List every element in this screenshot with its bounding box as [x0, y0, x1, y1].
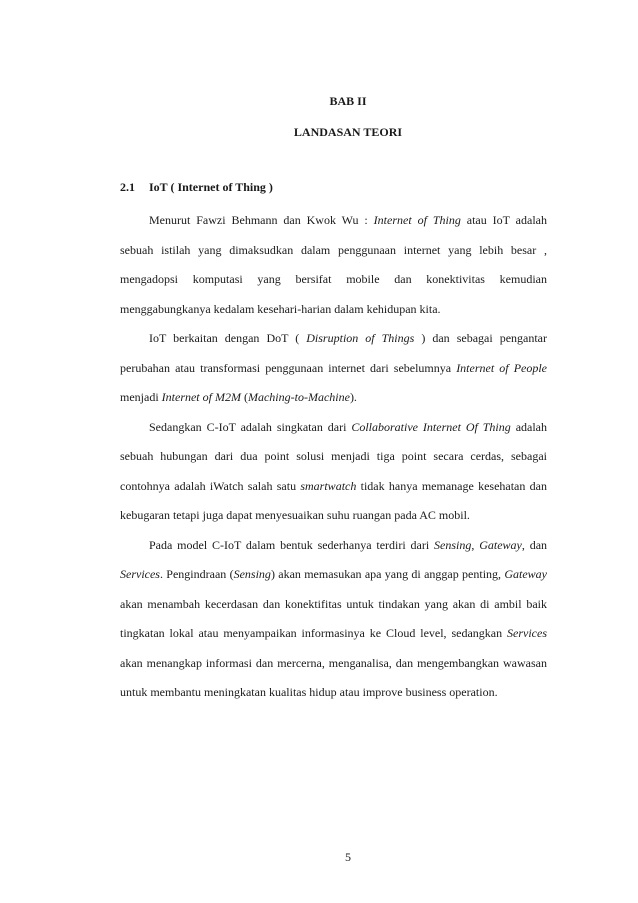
p2-text-1: IoT berkaitan dengan DoT ( [149, 331, 307, 345]
chapter-title: LANDASAN TEORI [293, 125, 403, 139]
p3-italic-2: smartwatch [300, 478, 357, 493]
p2-italic-2: Internet of People [456, 360, 548, 375]
p1-text-1: Menurut Fawzi Behmann dan Kwok Wu : [149, 213, 374, 227]
p2-text-2: ) dan sebagai pengantar perubahan atau transformasi penggunaan internet dari sebelumnya [120, 331, 547, 375]
section-number: 2.1 [120, 180, 135, 194]
p2-italic-1: Disruption of Things [306, 331, 415, 345]
p4-text-3: , dan [521, 537, 548, 552]
p3-text-1: Sedangkan C-IoT adalah singkatan dari [149, 419, 352, 434]
p4-italic-5: Gateway [504, 567, 547, 581]
paragraph-2 [120, 324, 547, 413]
section-title: IoT ( Internet of Thing ) [149, 180, 273, 194]
section-heading [120, 180, 273, 195]
p2-text-5: ). [349, 390, 357, 404]
p4-italic-6: Services [507, 626, 547, 640]
p2-italic-4: Maching-to-Machine [247, 390, 350, 404]
p3-text-2: adalah sebuah hubungan dari dua point solusi menjadi tiga point secara cerdas, sebagai contohnya adalah iWatch salah satu [120, 419, 547, 493]
body-text [120, 206, 547, 708]
p4-italic-4: Sensing [233, 567, 271, 581]
p4-text-1: Pada model C-IoT dalam bentuk sederhanya terdiri dari [149, 537, 435, 552]
paragraph-3 [120, 413, 547, 531]
p1-text-2: atau IoT adalah sebuah istilah yang dimaksudkan dalam penggunaan internet yang lebih besar , mengadopsi komputasi yang bersifat mobile dan konektivitas kemudian menggabungkanya kedalam kesehari-harian dalam kehidupan kita. [120, 213, 547, 316]
chapter-label: BAB II [329, 94, 367, 108]
paragraph-4 [120, 531, 547, 708]
p2-text-4: ( [240, 390, 248, 404]
p4-italic-3: Services [120, 567, 160, 581]
p4-text-2: , [471, 537, 480, 552]
p3-italic-1: Collaborative Internet Of Thing [351, 419, 511, 434]
p4-text-5: ) akan memasukan apa yang di anggap penting, [270, 567, 505, 581]
p4-text-7: akan menangkap informasi dan mercerna, menganalisa, dan mengembangkan wawasan untuk membantu meningkatan kualitas hidup atau improve business operation. [120, 655, 547, 699]
p3-text-3: tidak hanya memanage kesehatan dan kebugaran tetapi juga dapat menyesuaikan suhu ruangan pada AC mobil. [120, 478, 547, 522]
page-number: 5 [345, 850, 351, 864]
p4-italic-2: Gateway [479, 537, 522, 552]
p4-italic-1: Sensing [434, 537, 472, 552]
p4-text-6: akan menambah kecerdasan dan konektifitas untuk tindakan yang akan di ambil baik tingkatan lokal atau menyampaikan informasinya ke Cloud level, sedangkan [120, 596, 547, 640]
p1-italic-1: Internet of Thing [373, 213, 461, 227]
p2-text-3: menjadi [120, 390, 162, 404]
p2-italic-3: Internet of M2M [161, 390, 241, 404]
paragraph-1 [120, 206, 547, 324]
p4-text-4: . Pengindraan ( [159, 567, 234, 581]
